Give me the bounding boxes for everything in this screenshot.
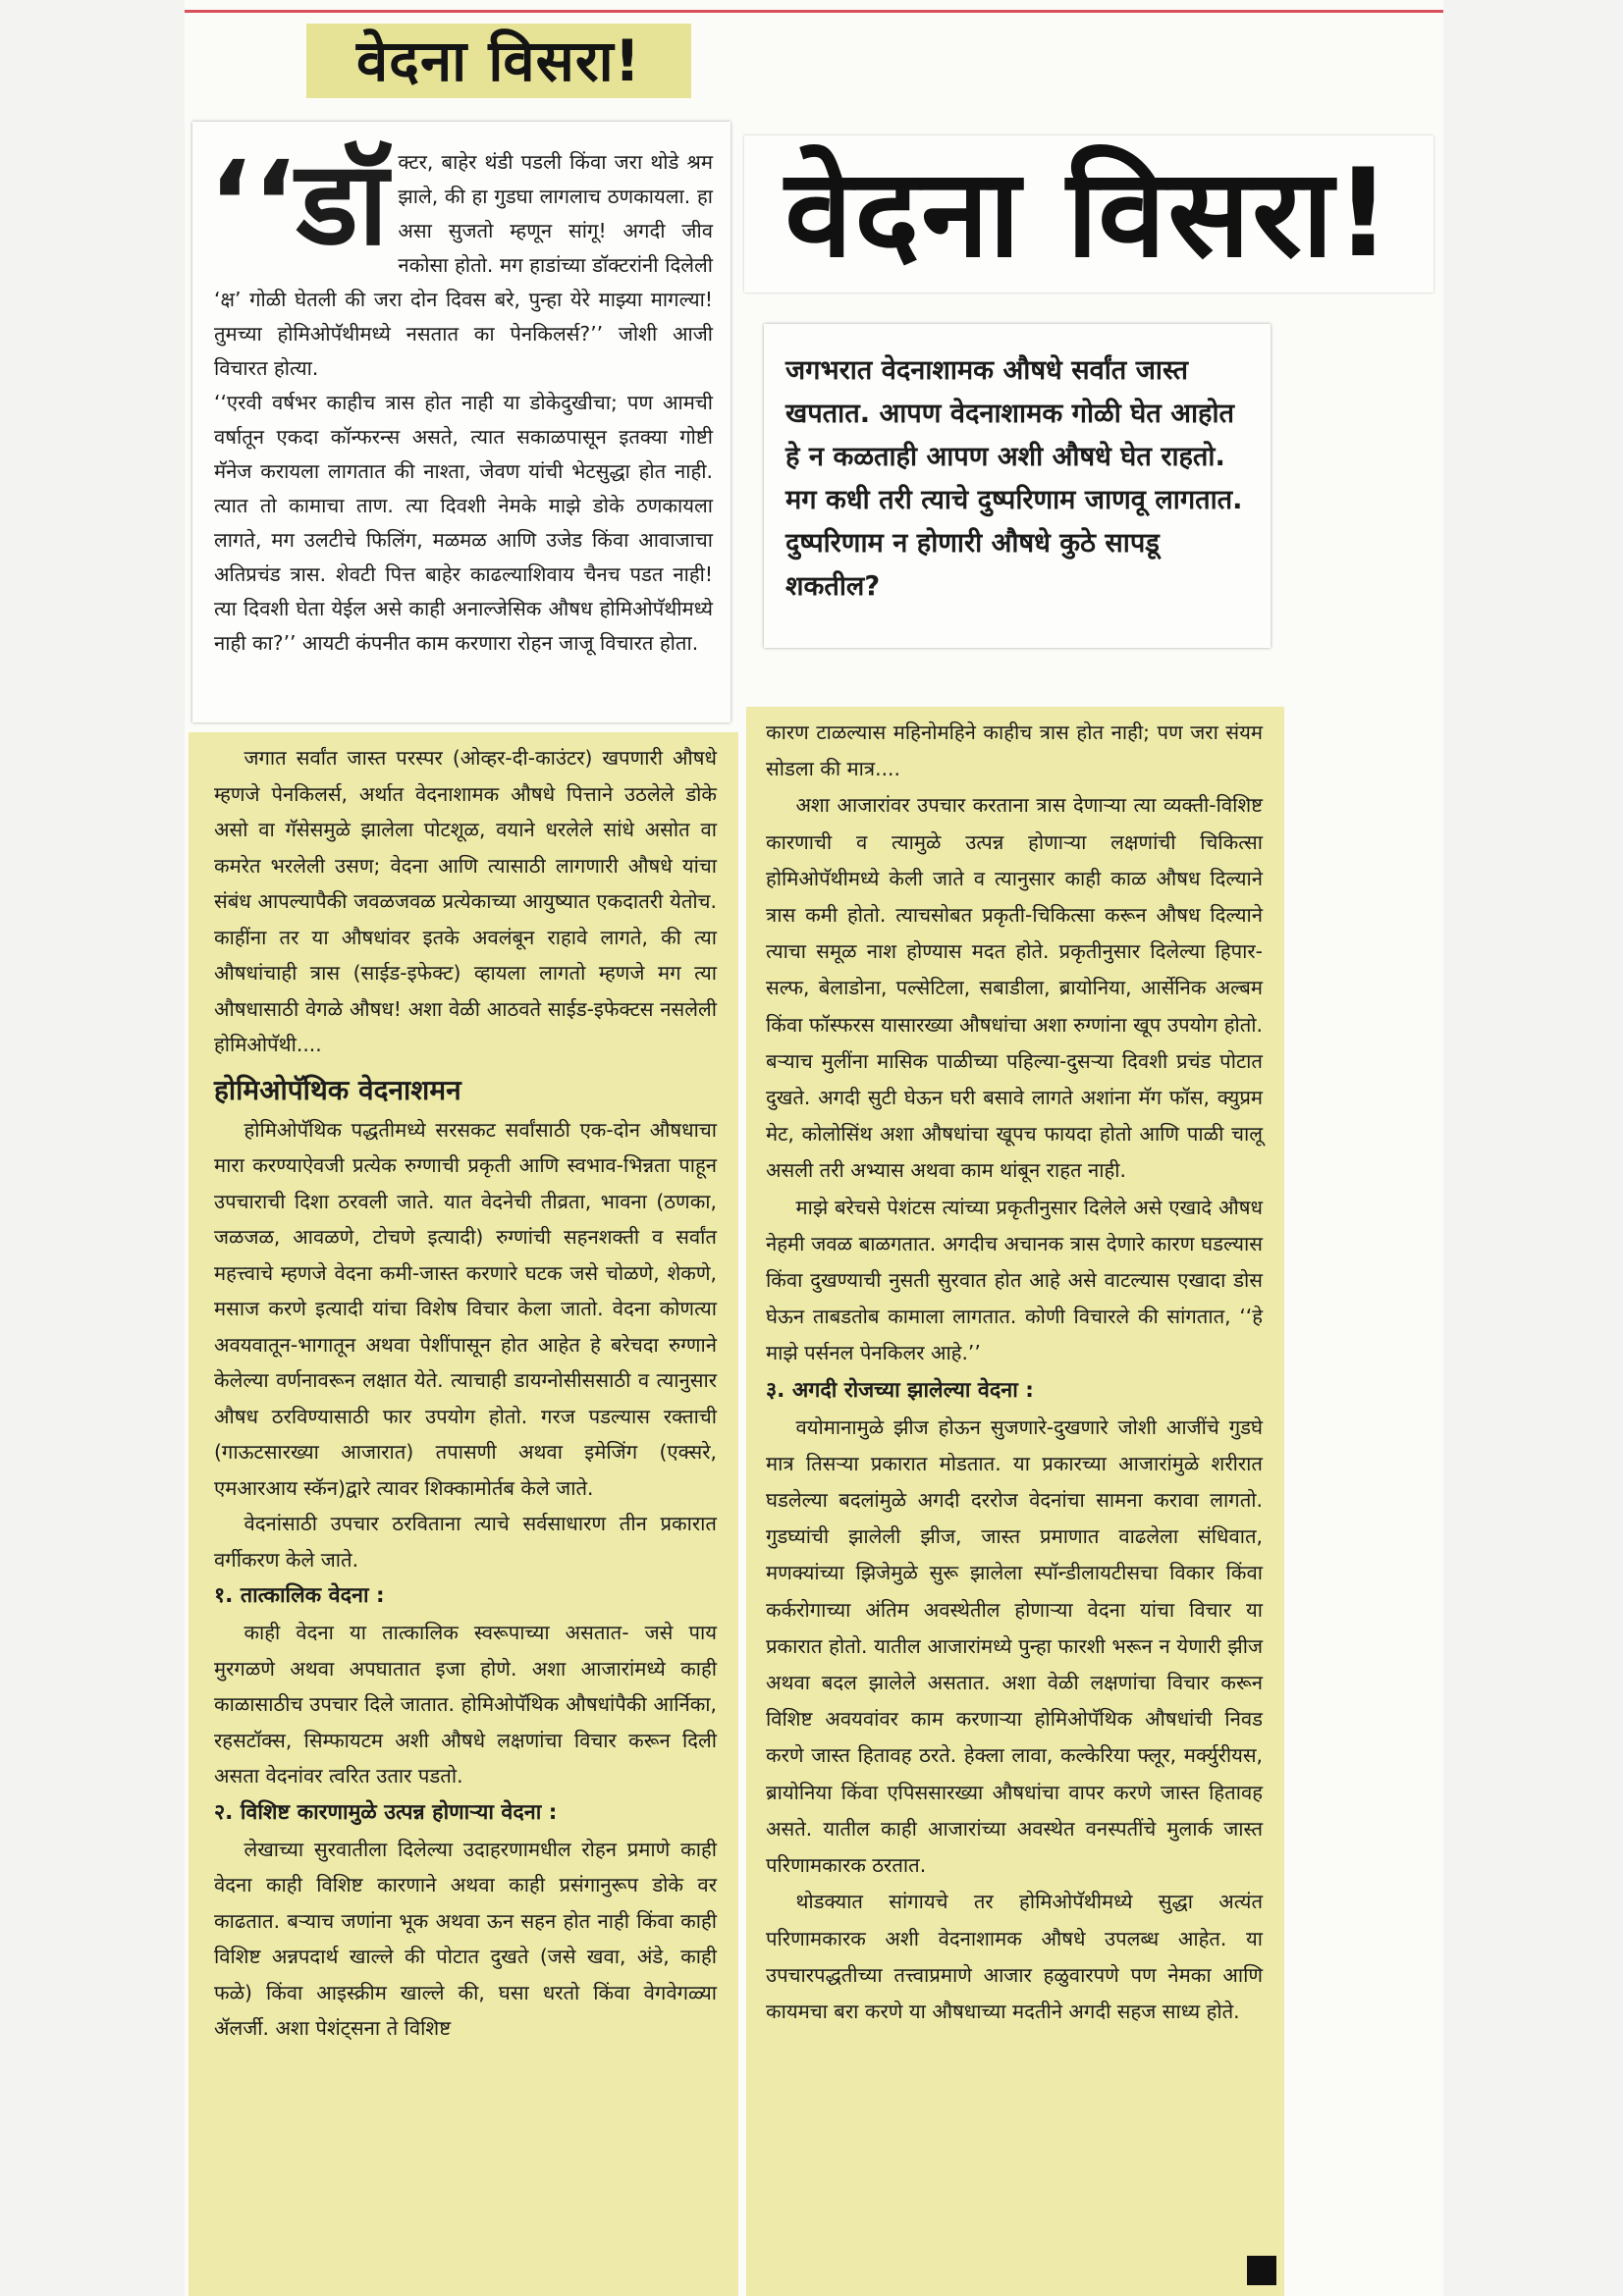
left-paragraph-1: जगात सर्वांत जास्त परस्पर (ओव्हर-दी-काउंटर) खपणारी औषधे म्हणजे पेनकिलर्स, अर्थात वेदनाशामक औषधे पित्ताने उठलेले डोके असो वा गॅसेसमुळे झालेला पोटशूळ, वयाने धरलेले सांधे असोत वा कमरेत भरलेली उसण; वेदना आणि त्यासाठी लागणारी औषधे यांचा संबंध आपल्यापैकी जवळजवळ प्रत्येकाच्या आयुष्यात एकदातरी येतोच. काहींना तर या औषधांवर इतके अवलंबून राहावे लागते, की त्या औषधांचाही त्रास (साईड-इफेक्ट) व्हायला लागतो म्हणजे मग त्या औषधासाठी वेगळे औषध! अशा वेळी आठवते साईड-इफेक्टस नसलेली होमिओपॅथी....: [214, 746, 717, 1056]
right-column: [746, 707, 1284, 2296]
pull-quote-text: जगभरात वेदनाशामक औषधे सर्वांत जास्त खपतात. आपण वेदनाशामक गोळी घेत आहोत हे न कळताही आपण अशी औषधे घेत राहतो. मग कधी तरी त्याचे दुष्परिणाम जाणवू लागतात. दुष्परिणाम न होणारी औषधे कुठे सापडू शकतील?: [785, 355, 1243, 602]
subheading-3: ३. अगदी रोजच्या झालेल्या वेदना :: [766, 1377, 1034, 1403]
left-column: [189, 732, 738, 2296]
right-paragraph-2: अशा आजारांवर उपचार करताना त्रास देणाऱ्या त्या व्यक्ती-विशिष्ट कारणाची व त्यामुळे उत्पन्न होणाऱ्या लक्षणांची चिकित्सा होमिओपॅथीमध्ये केली जाते व त्यानुसार काही काळ औषध दिल्याने त्रास कमी होतो. त्याचसोबत प्रकृती-चिकित्सा करून औषध दिल्याने त्याचा समूळ नाश होण्यास मदत होते. प्रकृतीनुसार दिलेल्या हिपार-सल्फ, बेलाडोना, पल्सेटिला, सबाडीला, ब्रायोनिया, आर्सेनिक अल्बम किंवा फॉस्फरस यासारख्या औषधांचा अशा रुग्णांना खूप उपयोग होतो. बऱ्याच मुलींना मासिक पाळीच्या पहिल्या-दुसऱ्या दिवशी प्रचंड पोटात दुखते. अगदी सुटी घेऊन घरी बसावे लागते अशांना मॅग फॉस, क्युप्रम मेट, कोलोसिंथ अशा औषधांचा खूपच फायदा होतो आणि पाळी चालू असली तरी अभ्यास अथवा काम थांबून राहत नाही.: [766, 793, 1263, 1183]
intro-paragraph-1: क्टर, बाहेर थंडी पडली किंवा जरा थोडे श्रम झाले, की हा गुडघा लागलाच ठणकायला. हा असा सुजतो म्हणून सांगू! अगदी जीव नकोसा होतो. मग हाडांच्या डॉक्टरांनी दिलेली ‘क्ष’ गोळी घेतली की जरा दोन दिवस बरे, पुन्हा येरे माझ्या मागल्या! तुमच्या होमिओपॅथीमध्ये नसतात का पेनकिलर्स?’’ जोशी आजी विचारत होत्या.: [214, 150, 713, 380]
right-paragraph-4: वयोमानामुळे झीज होऊन सुजणारे-दुखणारे जोशी आजींचे गुडघे मात्र तिसऱ्या प्रकारात मोडतात. या प्रकारच्या आजारांमुळे शरीरात घडलेल्या बदलांमुळे अगदी दररोज वेदनांचा सामना करावा लागतो. गुडघ्यांची झालेली झीज, जास्त प्रमाणात वाढलेला संधिवात, मणक्यांच्या झिजेमुळे सुरू झालेला स्पॉन्डीलायटीसचा विकार किंवा कर्करोगाच्या अंतिम अवस्थेतील होणाऱ्या वेदना यांचा विचार या प्रकारात होतो. यातील आजारांमध्ये पुन्हा फारशी भरून न येणारी झीज अथवा बदल झालेले असतात. अशा वेळी लक्षणांचा विचार करून विशिष्ट अवयवांवर काम करणाऱ्या होमिओपॅथिक औषधांची निवड करणे जास्त हितावह ठरते. हेक्ला लावा, कल्केरिया फ्लूर, मर्क्युरीयस, ब्रायोनिया किंवा एपिससारख्या औषधांचा वापर करणे जास्त हितावह असते. यातील काही आजारांच्या अवस्थेत वनस्पतींचे मुलार्क जास्त परिणामकारक ठरतात.: [766, 1415, 1263, 1878]
headline-small: वेदना विसरा!: [306, 24, 691, 98]
right-paragraph-5: थोडक्यात सांगायचे तर होमिओपॅथीमध्ये सुद्धा अत्यंत परिणामकारक अशी वेदनाशामक औषधे उपलब्ध आहेत. या उपचारपद्धतीच्या तत्त्वाप्रमाणे आजार हळुवारपणे पण नेमका आणि कायमचा बरा करणे या औषधाच्या मदतीने अगदी सहज साध्य होते.: [766, 1890, 1263, 2023]
left-paragraph-5: लेखाच्या सुरवातीला दिलेल्या उदाहरणामधील रोहन प्रमाणे काही वेदना काही विशिष्ट कारणाने अथवा काही प्रसंगानुरूप डोके वर काढतात. बऱ्याच जणांना भूक अथवा ऊन सहन होत नाही किंवा काही विशिष्ट अन्नपदार्थ खाल्ले की पोटात दुखते (जसे खवा, अंडे, काही फळे) किंवा आइस्क्रीम खाल्ले की, घसा धरतो किंवा वेगवेगळ्या ॲलर्जी. अशा पेशंट्सना ते विशिष्ट: [214, 1837, 717, 2040]
subheading-2: २. विशिष्ट कारणामुळे उत्पन्न होणाऱ्या वेदना :: [214, 1799, 558, 1825]
intro-paragraph-2: ‘‘एरवी वर्षभर काहीच त्रास होत नाही या डोकेदुखीचा; पण आमची वर्षातून एकदा कॉन्फरन्स असते, त्यात सकाळपासून इतक्या गोष्टी मॅनेज करायला लागतात की नाश्ता, जेवण यांची भेटसुद्धा होत नाही. त्यात तो कामाचा ताण. त्या दिवशी नेमके माझे डोके ठणकायला लागते, मग उलटीचे फिलिंग, मळमळ आणि उजेड किंवा आवाजाचा अतिप्रचंड त्रास. शेवटी पित्त बाहेर काढल्याशिवाय चैनच पडत नाही! त्या दिवशी घेता येईल असे काही अनाल्जेसिक औषध होमिओपॅथीमध्ये नाही का?’’ आयटी कंपनीत काम करणारा रोहन जाजू विचारत होता.: [214, 391, 713, 655]
pull-quote: [764, 324, 1271, 648]
left-paragraph-3: वेदनांसाठी उपचार ठरविताना त्याचे सर्वसाधारण तीन प्रकारात वर्गीकरण केले जाते.: [214, 1512, 717, 1572]
headline-large: वेदना विसरा!: [744, 135, 1434, 293]
page-edge-line: [185, 10, 1443, 13]
intro-clipping: [192, 122, 730, 722]
subheading-1: १. तात्कालिक वेदना :: [214, 1583, 385, 1608]
intro-dropcap: ‘‘डॉ: [208, 135, 389, 271]
section-heading: होमिओपॅथिक वेदनाशमन: [214, 1073, 461, 1106]
left-paragraph-2: होमिओपॅथिक पद्धतीमध्ये सरसकट सर्वांसाठी एक-दोन औषधाचा मारा करण्याऐवजी प्रत्येक रुग्णाची प्रकृती आणि स्वभाव-भिन्नता पाहून उपचाराची दिशा ठरवली जाते. यात वेदनेची तीव्रता, भावना (ठणका, जळजळ, आवळणे, टोचणे इत्यादी) रुग्णांची सहनशक्ती व सर्वांत महत्त्वाचे म्हणजे वेदना कमी-जास्त करणारे घटक जसे चोळणे, शेकणे, मसाज करणे इत्यादी यांचा विशेष विचार केला जातो. वेदना कोणत्या अवयवातून-भागातून अथवा पेशींपासून होत आहेत हे बरेचदा रुग्णाने केलेल्या वर्णनावरून लक्षात येते. त्याचाही डायग्नोसीससाठी व त्यानुसार औषध ठरविण्यासाठी फार उपयोग होतो. गरज पडल्यास रक्ताची (गाऊटसारख्या आजारात) तपासणी अथवा इमेजिंग (एक्सरे, एमआरआय स्कॅन)द्वारे त्यावर शिक्कामोर्तब केले जाते.: [214, 1117, 717, 1500]
right-paragraph-1: कारण टाळल्यास महिनोमहिने काहीच त्रास होत नाही; पण जरा संयम सोडला की मात्र....: [766, 721, 1263, 781]
end-mark: [1247, 2256, 1276, 2285]
right-paragraph-3: माझे बरेचसे पेशंटस त्यांच्या प्रकृतीनुसार दिलेले असे एखादे औषध नेहमी जवळ बाळगतात. अगदीच अचानक त्रास देणारे कारण घडल्यास किंवा दुखण्याची नुसती सुरवात होत आहे असे वाटल्यास एखादा डोस घेऊन ताबडतोब कामाला लागतात. कोणी विचारले की सांगतात, ‘‘हे माझे पर्सनल पेनकिलर आहे.’’: [766, 1195, 1263, 1365]
left-paragraph-4: काही वेदना या तात्कालिक स्वरूपाच्या असतात- जसे पाय मुरगळणे अथवा अपघातात इजा होणे. अशा आजारांमध्ये काही काळासाठीच उपचार दिले जातात. होमिओपॅथिक औषधांपैकी आर्निका, रहसटॉक्स, सिम्फायटम अशी औषधे लक्षणांचा विचार करून दिली असता वेदनांवर त्वरित उतार पडतो.: [214, 1621, 717, 1788]
